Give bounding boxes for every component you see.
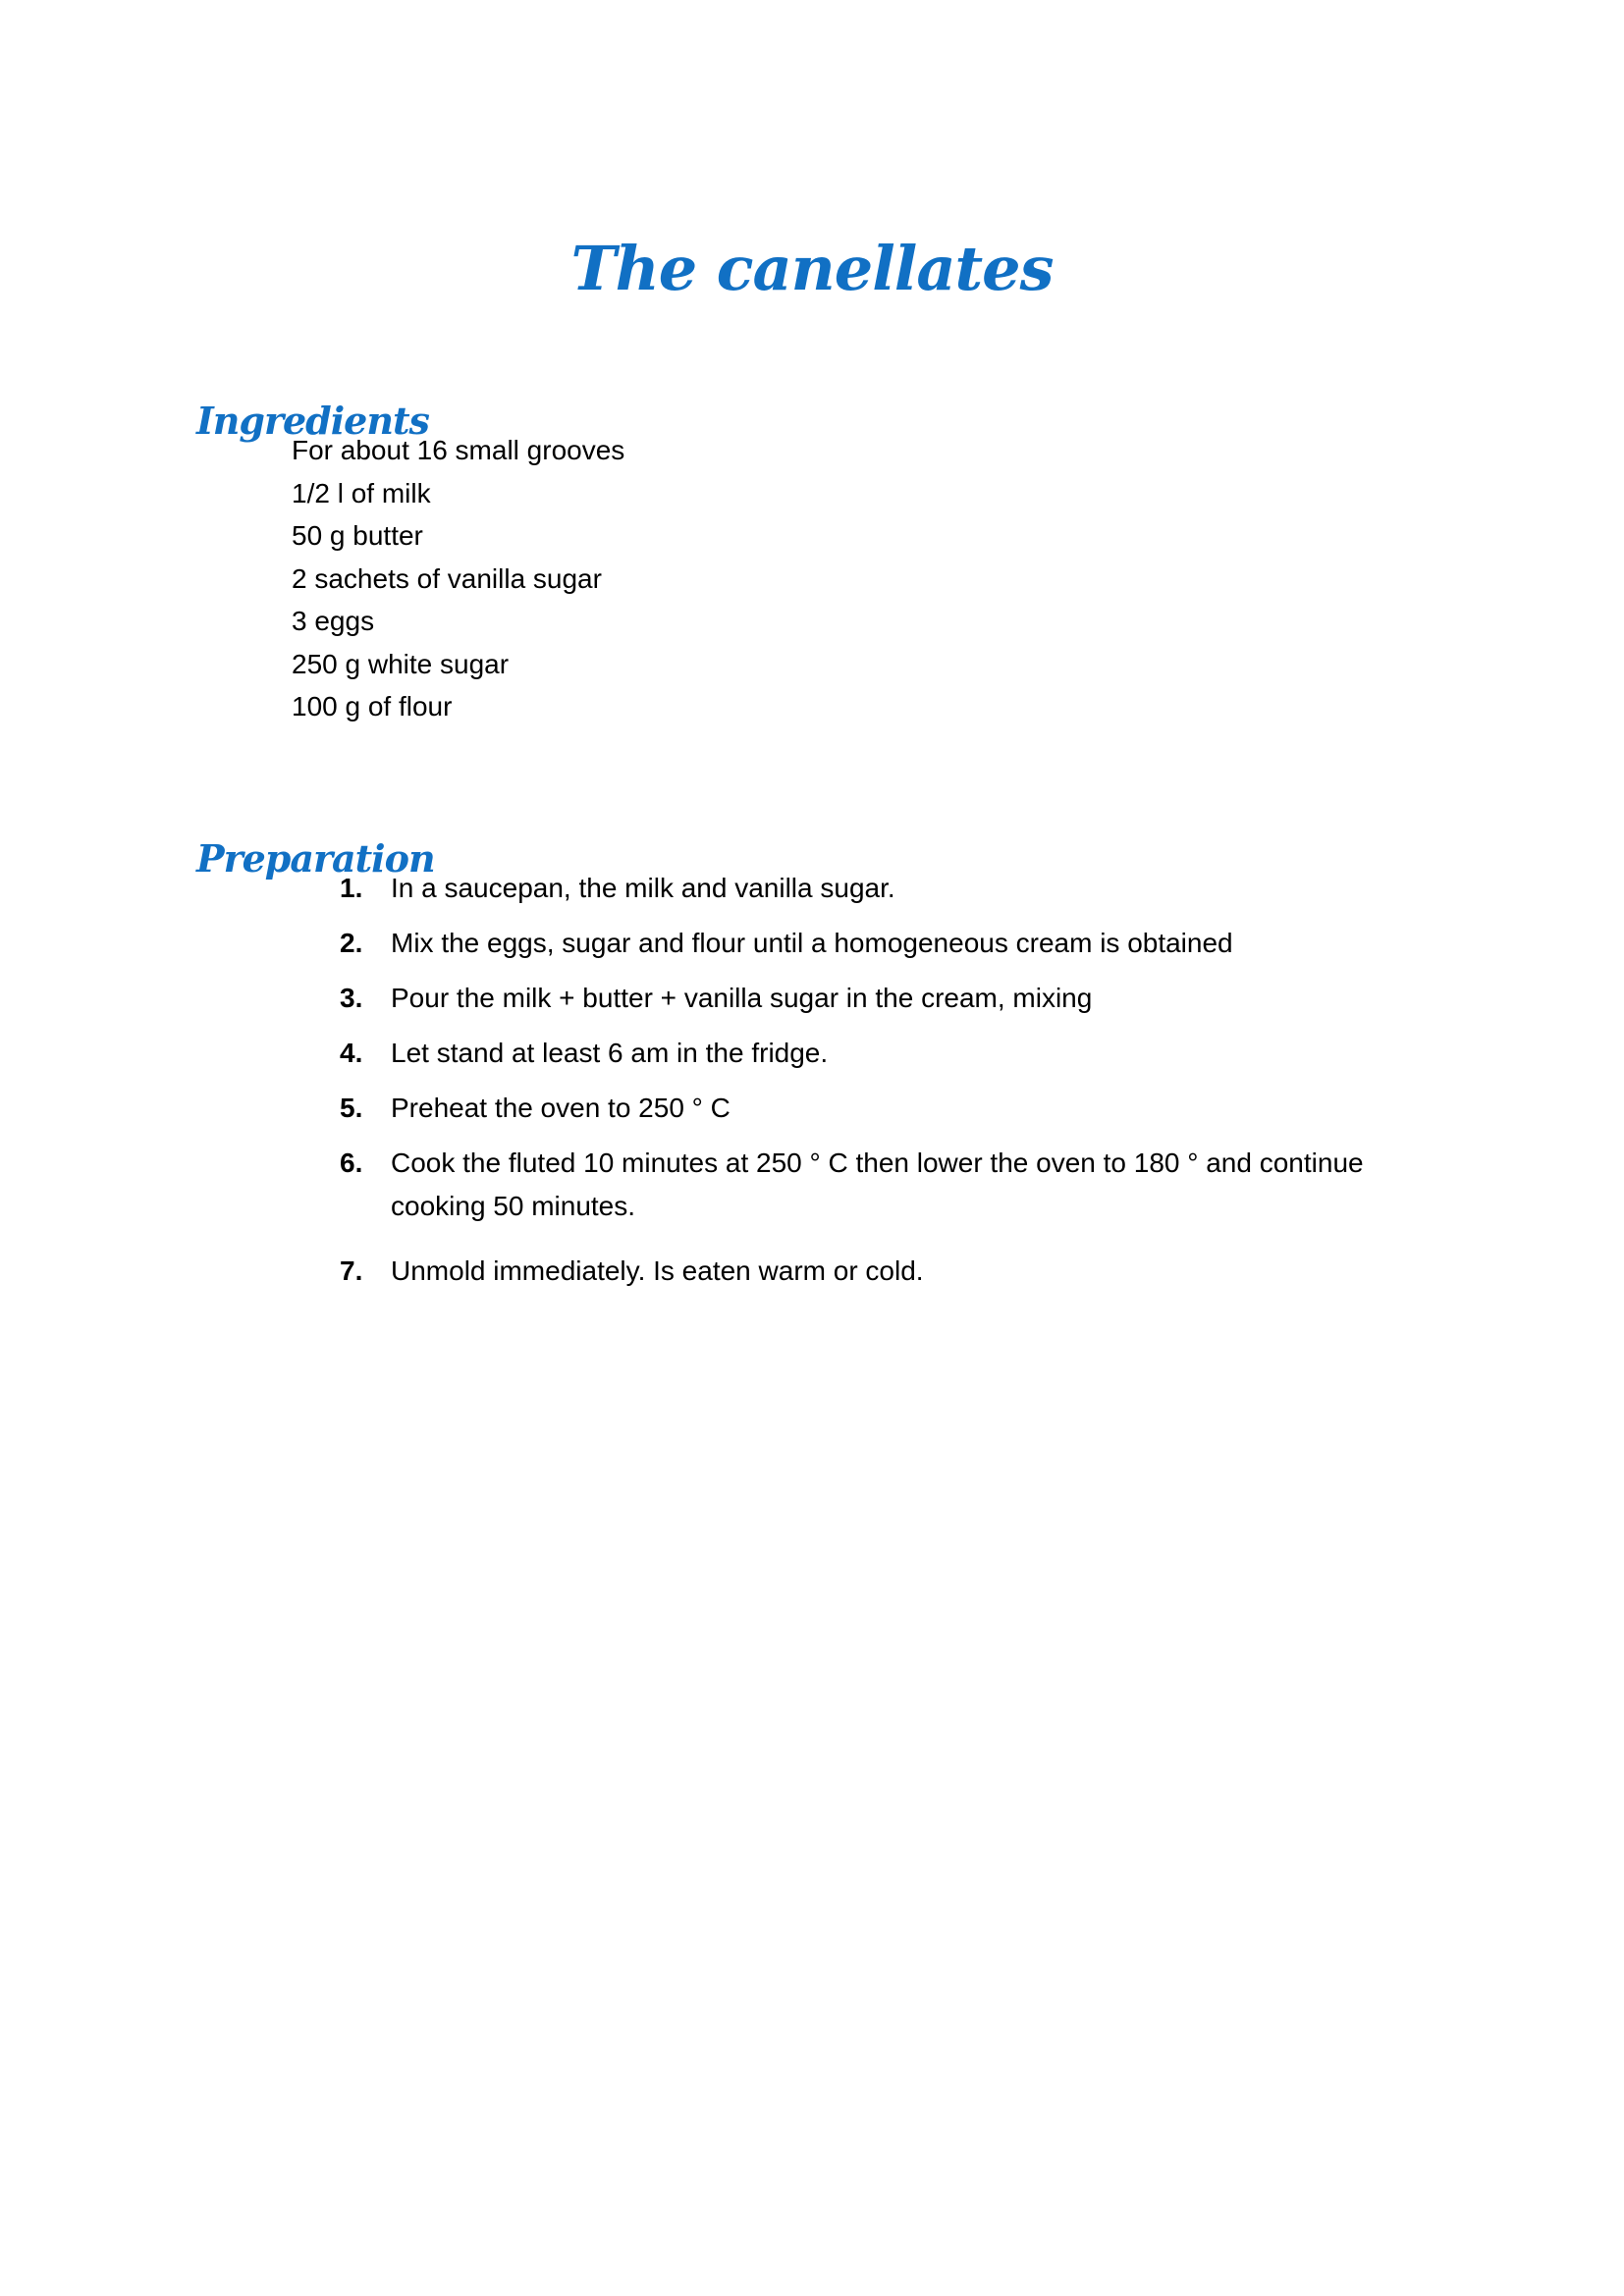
page-title: The canellates bbox=[570, 232, 1054, 304]
ingredient-item: 2 sachets of vanilla sugar bbox=[292, 562, 602, 594]
ingredient-item: 100 g of flour bbox=[292, 691, 453, 721]
step-number: 7. bbox=[340, 1255, 363, 1286]
ingredients-list bbox=[292, 429, 624, 728]
step-number: 5. bbox=[340, 1093, 363, 1123]
step-number: 1. bbox=[340, 873, 363, 903]
preparation-step bbox=[340, 922, 1400, 965]
step-text: Preheat the oven to 250 ° C bbox=[391, 1093, 731, 1123]
preparation-step bbox=[340, 1250, 1400, 1293]
preparation-step bbox=[340, 977, 1400, 1020]
step-number: 3. bbox=[340, 983, 363, 1013]
step-text: Mix the eggs, sugar and flour until a homogeneous cream is obtained bbox=[391, 928, 1233, 958]
ingredient-item: 3 eggs bbox=[292, 606, 375, 636]
ingredient-item: 1/2 l of milk bbox=[292, 477, 431, 508]
preparation-step bbox=[340, 1142, 1400, 1228]
step-text: Unmold immediately. Is eaten warm or cold. bbox=[391, 1255, 924, 1286]
ingredient-item: 250 g white sugar bbox=[292, 648, 510, 679]
preparation-steps bbox=[340, 867, 1400, 1293]
step-text: Pour the milk + butter + vanilla sugar in the cream, mixing bbox=[391, 983, 1093, 1013]
preparation-heading: Preparation bbox=[196, 835, 435, 881]
step-text: In a saucepan, the milk and vanilla sugar. bbox=[391, 873, 895, 903]
preparation-step bbox=[340, 867, 1400, 910]
ingredient-item: For about 16 small grooves bbox=[292, 435, 625, 465]
step-number: 6. bbox=[340, 1148, 363, 1178]
ingredient-item: 50 g butter bbox=[292, 520, 423, 551]
ingredients-heading: Ingredients bbox=[196, 398, 429, 443]
preparation-step bbox=[340, 1032, 1400, 1075]
step-number: 4. bbox=[340, 1038, 363, 1068]
step-text: Cook the fluted 10 minutes at 250 ° C then lower the oven to 180 ° and continue cooking 50 minutes. bbox=[391, 1148, 1364, 1221]
preparation-step bbox=[340, 1087, 1400, 1130]
step-text: Let stand at least 6 am in the fridge. bbox=[391, 1038, 829, 1068]
step-number: 2. bbox=[340, 928, 363, 958]
